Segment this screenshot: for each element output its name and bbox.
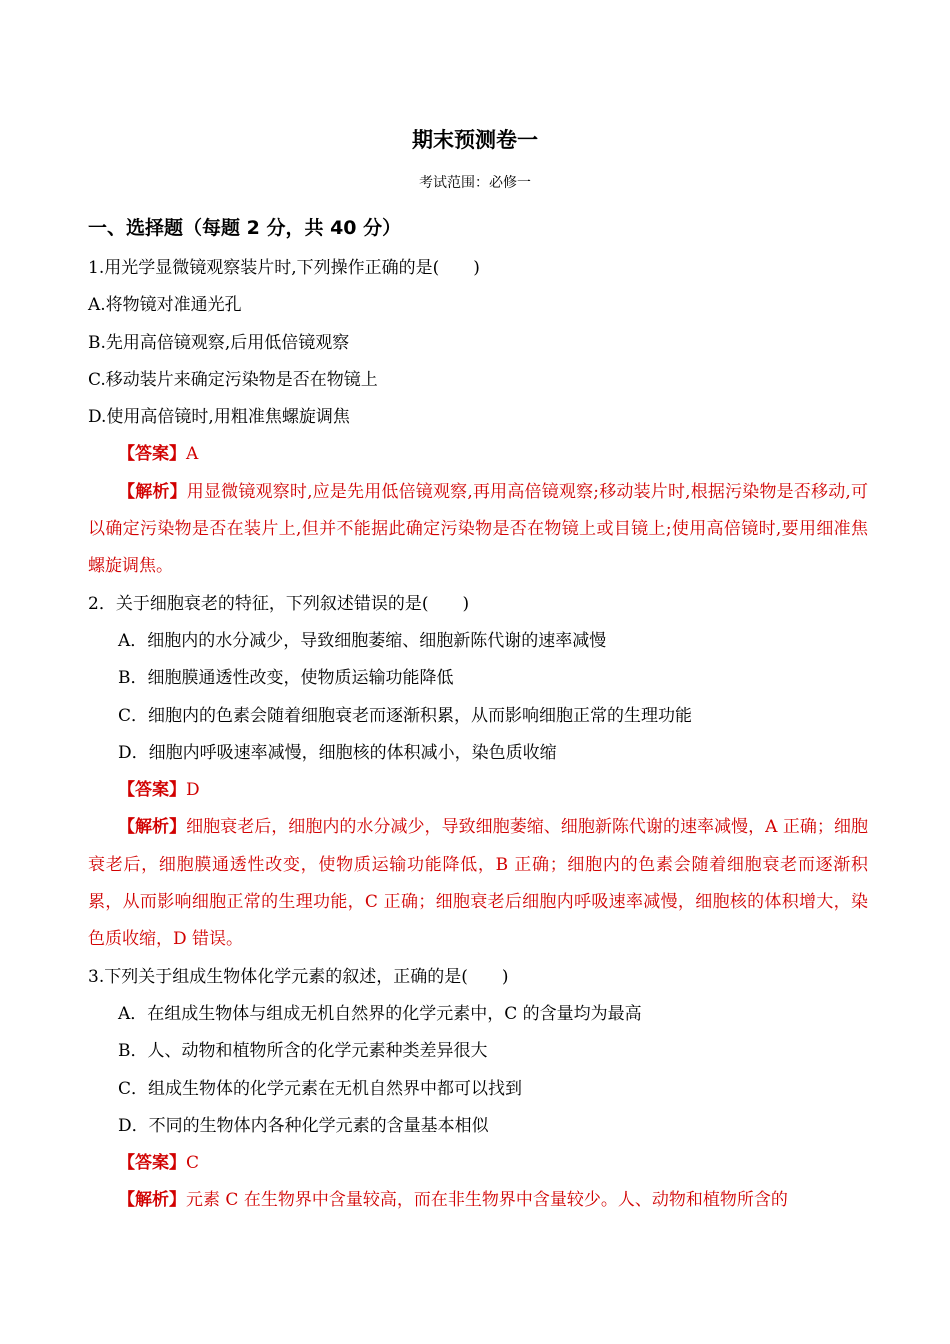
answer-value: C <box>186 1153 200 1174</box>
question-2 <box>88 586 868 959</box>
option-d: D．不同的生物体内各种化学元素的含量基本相似 <box>118 1115 489 1136</box>
answer-value: A <box>186 444 199 465</box>
answer-line <box>88 772 868 809</box>
question-stem: 1.用光学显微镜观察装片时,下列操作正确的是( ) <box>88 258 480 278</box>
section-heading: 一、选择题（每题 2 分，共 40 分） <box>88 217 402 239</box>
answer-line <box>88 1145 868 1182</box>
answer-tag: 【答案】 <box>118 1153 186 1174</box>
answer-tag: 【答案】 <box>118 780 186 801</box>
option-a: A．细胞内的水分减少，导致细胞萎缩、细胞新陈代谢的速率减慢 <box>118 630 607 651</box>
analysis-text <box>88 809 868 958</box>
page-title: 期末预测卷一 <box>412 128 538 152</box>
answer-tag: 【答案】 <box>118 444 186 465</box>
question-list <box>88 250 868 1220</box>
option-a: A.将物镜对准通光孔 <box>88 295 242 316</box>
answer-line <box>88 436 868 473</box>
analysis-tag: 【解析】 <box>118 481 187 502</box>
analysis-body: 元素 C 在生物界中含量较高，而在非生物界中含量较少。人、动物和植物所含的 <box>186 1190 788 1211</box>
option-c: C.移动装片来确定污染物是否在物镜上 <box>88 369 378 390</box>
analysis-body: 细胞衰老后，细胞内的水分减少，导致细胞萎缩、细胞新陈代谢的速率减慢，A 正确；细胞衰老后，细胞膜通透性改变，使物质运输功能降低，B 正确；细胞内的色素会随着细胞衰老而逐渐积累，从而影响细胞正常的生理功能，C 正确；细胞衰老后细胞内呼吸速率减慢，细胞核的体积增大，染色质收缩，D 错误。 <box>88 817 868 950</box>
option-d: D.使用高倍镜时,用粗准焦螺旋调焦 <box>88 407 350 428</box>
question-3 <box>88 959 868 1220</box>
analysis-text <box>88 474 868 586</box>
option-a: A．在组成生物体与组成无机自然界的化学元素中，C 的含量均为最高 <box>118 1003 642 1024</box>
analysis-tag: 【解析】 <box>118 817 187 838</box>
question-stem: 2．关于细胞衰老的特征，下列叙述错误的是( ) <box>88 593 470 614</box>
analysis-tag: 【解析】 <box>118 1190 186 1211</box>
option-d: D．细胞内呼吸速率减慢，细胞核的体积减小，染色质收缩 <box>118 742 557 763</box>
option-b: B．人、动物和植物所含的化学元素种类差异很大 <box>118 1041 488 1062</box>
option-b: B．细胞膜通透性改变，使物质运输功能降低 <box>118 668 454 689</box>
option-c: C．组成生物体的化学元素在无机自然界中都可以找到 <box>118 1078 523 1099</box>
exam-scope: 考试范围：必修一 <box>419 175 531 191</box>
question-1 <box>88 250 868 586</box>
analysis-body: 用显微镜观察时,应是先用低倍镜观察,再用高倍镜观察;移动装片时,根据污染物是否移动,可以确定污染物是否在装片上,但并不能据此确定污染物是否在物镜上或目镜上;使用高倍镜时,要用细准焦螺旋调焦。 <box>88 481 869 577</box>
analysis-text <box>88 1182 868 1219</box>
option-c: C．细胞内的色素会随着细胞衰老而逐渐积累，从而影响细胞正常的生理功能 <box>118 705 693 726</box>
question-stem: 3.下列关于组成生物体化学元素的叙述，正确的是( ) <box>88 966 509 987</box>
option-b: B.先用高倍镜观察,后用低倍镜观察 <box>88 332 350 353</box>
answer-value: D <box>186 780 200 801</box>
